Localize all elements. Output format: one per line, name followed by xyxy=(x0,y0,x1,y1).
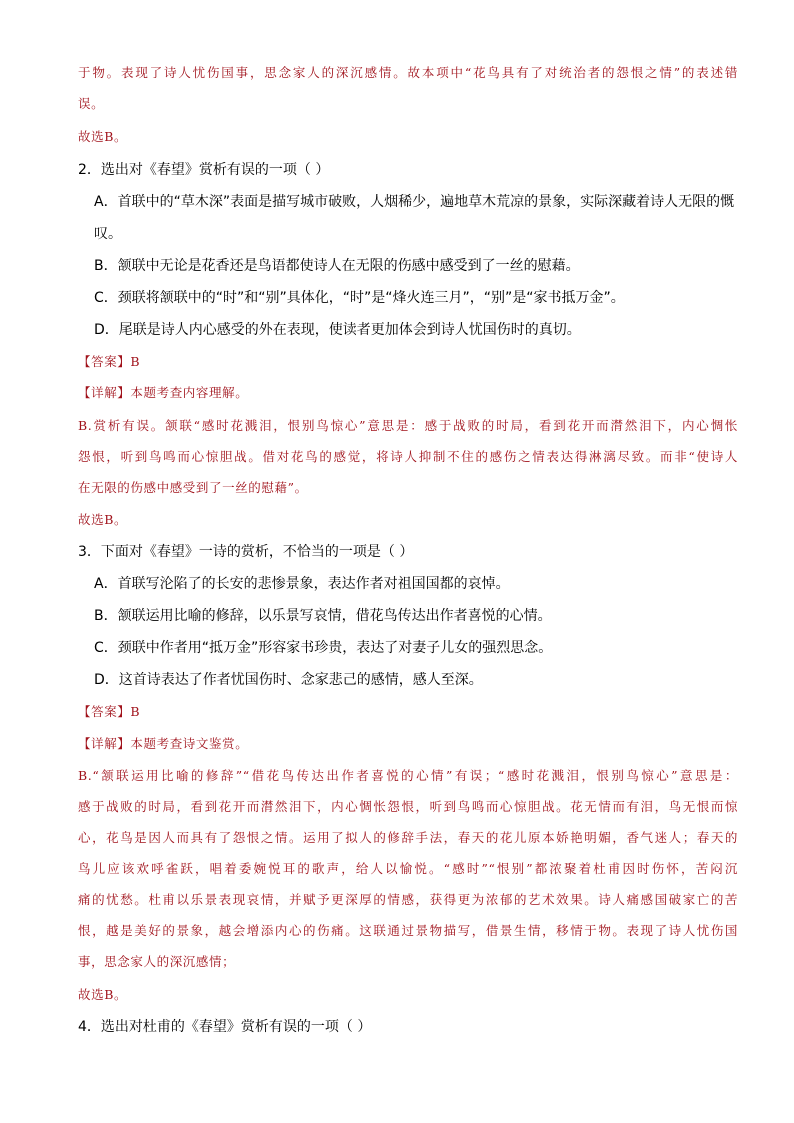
explanation-line: 误。 xyxy=(78,96,105,111)
choice-line: 故选B。 xyxy=(78,987,128,1002)
choice-line: 故选B。 xyxy=(78,129,128,144)
option-c: C．颈联将颔联中的“时”和“别”具体化，“时”是“烽火连三月”，“别”是“家书抵万金”。 xyxy=(94,290,625,306)
detail-title: 【详解】本题考查诗文鉴赏。 xyxy=(78,736,249,751)
option-a-continued: 叹。 xyxy=(94,226,122,242)
detail-line: 事，思念家人的深沉感情； xyxy=(78,954,236,969)
detail-line: B.“颔联运用比喻的修辞”“借花鸟传达出作者喜悦的心情”有误；“感时花溅泪，恨别鸟惊心”意思是： xyxy=(78,768,738,783)
detail-line: 痛的忧愁。杜甫以乐景表现哀情，并赋予更深厚的情感，获得更为浓郁的艺术效果。诗人痛感国破家亡的苦 xyxy=(78,892,738,907)
detail-line: 在无限的伤感中感受到了一丝的慰藉”。 xyxy=(78,480,308,495)
detail-line: 心，花鸟是因人而具有了怨恨之情。运用了拟人的修辞手法，春天的花儿原本娇艳明媚，香气迷人；春天的 xyxy=(78,830,738,845)
answer-label: 【答案】B xyxy=(78,704,141,719)
question-3: 3．下面对《春望》一诗的赏析，不恰当的一项是（ ） xyxy=(78,544,414,560)
question-2: 2．选出对《春望》赏析有误的一项（ ） xyxy=(78,162,330,178)
explanation-line: 于物。表现了诗人忧伤国事，思念家人的深沉感情。故本项中“花鸟具有了对统治者的怨恨之情”的表述错 xyxy=(78,65,738,80)
option-a: A．首联写沦陷了的长安的悲惨景象，表达作者对祖国国都的哀悼。 xyxy=(94,576,510,592)
detail-line: 怨恨，听到鸟鸣而心惊胆战。借对花鸟的感觉，将诗人抑制不住的感伤之情表达得淋漓尽致。而非“使诗人 xyxy=(78,449,738,464)
detail-line: 恨，越是美好的景象，越会增添内心的伤痛。这联通过景物描写，借景生情，移情于物。表现了诗人忧伤国 xyxy=(78,923,738,938)
option-a: A．首联中的“草木深”表面是描写城市破败，人烟稀少，遍地草木荒凉的景象，实际深藏着诗人无限的慨 xyxy=(94,194,735,210)
choice-line: 故选B。 xyxy=(78,512,128,527)
option-b: B．颔联运用比喻的修辞，以乐景写哀情，借花鸟传达出作者喜悦的心情。 xyxy=(94,608,552,624)
detail-line: B.赏析有误。颔联“感时花溅泪，恨别鸟惊心”意思是：感于战败的时局，看到花开而潸然泪下，内心惆怅 xyxy=(78,418,738,433)
answer-label: 【答案】B xyxy=(78,354,141,369)
detail-line: 鸟儿应该欢呼雀跃，唱着委婉悦耳的歌声，给人以愉悦。“感时”“恨别”都浓聚着杜甫因时伤怀，苦闷沉 xyxy=(78,861,738,876)
question-4: 4．选出对杜甫的《春望》赏析有误的一项（ ） xyxy=(78,1019,372,1035)
detail-line: 感于战败的时局，看到花开而潸然泪下，内心惆怅怨恨，听到鸟鸣而心惊胆战。花无情而有泪，鸟无恨而惊 xyxy=(78,799,738,814)
option-c: C．颈联中作者用“抵万金”形容家书珍贵，表达了对妻子儿女的强烈思念。 xyxy=(94,640,553,656)
option-b: B．颔联中无论是花香还是鸟语都使诗人在无限的伤感中感受到了一丝的慰藉。 xyxy=(94,258,580,274)
option-d: D．这首诗表达了作者忧国伤时、念家悲己的感情，感人至深。 xyxy=(94,672,483,688)
option-d: D．尾联是诗人内心感受的外在表现，使读者更加体会到诗人忧国伤时的真切。 xyxy=(94,322,581,338)
detail-title: 【详解】本题考查内容理解。 xyxy=(78,385,249,400)
